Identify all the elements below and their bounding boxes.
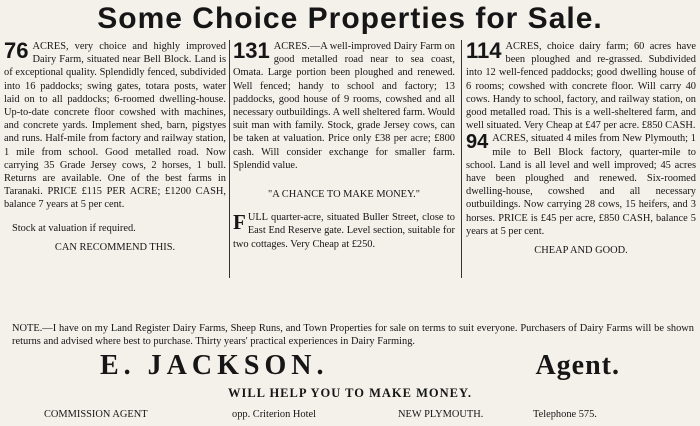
footer-location: opp. Criterion Hotel (232, 409, 316, 420)
listing-131 (233, 40, 455, 251)
agent-name: E. JACKSON. (100, 350, 329, 381)
listing-number: 114 (466, 38, 502, 63)
listing-text: ACRES, choice dairy farm; 60 acres have been ploughed and re-grassed. Subdivided into 12 well-fenced paddocks; good dwelling house of 6 rooms; cowshed with concrete floor. Will carry 40 cows. Handy to school, factory, and railway station, on good metalled road. This is a well-sheltered farm, and well situated. Very Cheap at £47 per acre. £850 CASH. (466, 41, 696, 132)
listing-closing: CAN RECOMMEND THIS. (54, 241, 176, 253)
listing-number: 131 (233, 38, 270, 63)
listing-114-94 (466, 40, 696, 257)
listing-114 (466, 40, 696, 132)
headline: Some Choice Properties for Sale. (97, 2, 603, 35)
footer-role: COMMISSION AGENT (44, 409, 148, 420)
listing-94 (466, 132, 696, 257)
footer-telephone: Telephone 575. (533, 409, 597, 420)
footer-town: NEW PLYMOUTH. (398, 409, 484, 420)
listing-closing: CHEAP AND GOOD. (534, 245, 628, 257)
listing-text: ULL quarter-acre, situated Buller Street, close to East End Reserve gate. Level section, suitable for two cottages. Very Cheap at £250. (233, 212, 455, 250)
stock-note: Stock at valuation if required. (12, 222, 136, 234)
listing-chance (233, 211, 455, 251)
listing-76 (4, 40, 226, 254)
listing-number: 76 (4, 38, 29, 63)
agent-banner (100, 352, 620, 380)
listing-text: ACRES, very choice and highly improved Dairy Farm, situated near Bell Block. Land is of exceptional quality. Splendidly fenced, subdivided into 16 paddocks; swing gates, totara posts, water laid on to all paddocks; 6-roomed dwelling-house. Up-to-date concrete floor cowshed with machines, and concrete yards. Implement shed, barn, pigstyes and runs. Half-mile from factory and railway station, 1 mile from school. Good metalled road. Now carrying 35 Grade Jersey cows, 2 horses, 1 bull. Returns are available. One of the best farms in Taranaki. PRICE £115 PER ACRE; £1200 CASH, balance 7 years at 5 per cent. (4, 41, 226, 211)
listing-text: ACRES, situated 4 miles from New Plymouth; 1 mile to Bell Block factory, quarter-mile to school. Land is all level and well improved; 45 acres have been ploughed and renewed. Six-roomed dwelling-house, cowshed and all necessary outbuildings. Now carrying 28 cows, 15 heifers, and 3 horses. PRICE is £45 per acre, £850 CASH, balance 5 years at 5 per cent. (466, 133, 696, 237)
listing-number: 94 (466, 131, 489, 154)
agent-title: Agent. (535, 350, 620, 381)
tagline: WILL HELP YOU TO MAKE MONEY. (227, 386, 472, 400)
register-note: NOTE.—I have on my Land Register Dairy Farms, Sheep Runs, and Town Properties for sale on terms to suit everyone. Purchasers of Dairy Farms will be shown returns and advised where best to purchase. Thirty years' practical experiences in Dairy Farming. (12, 323, 694, 348)
drop-capital: F (233, 210, 246, 235)
column-divider (229, 40, 230, 278)
column-divider (461, 40, 462, 278)
chance-heading: "A CHANCE TO MAKE MONEY." (268, 189, 420, 201)
listing-text: ACRES.—A well-improved Dairy Farm on good metalled road near to sea coast, Omata. Large portion been ploughed and renewed. Well fenced; handy to school and factory; 13 paddocks, good house of 9 rooms, cowshed and all necessary outbuildings. A well sheltered farm. Would suit man with family. Stock, grade Jersey cows, can be taken at valuation. Price only £38 per acre; £800 cash. Will consider exchange for smaller farm. Splendid value. (233, 41, 455, 171)
